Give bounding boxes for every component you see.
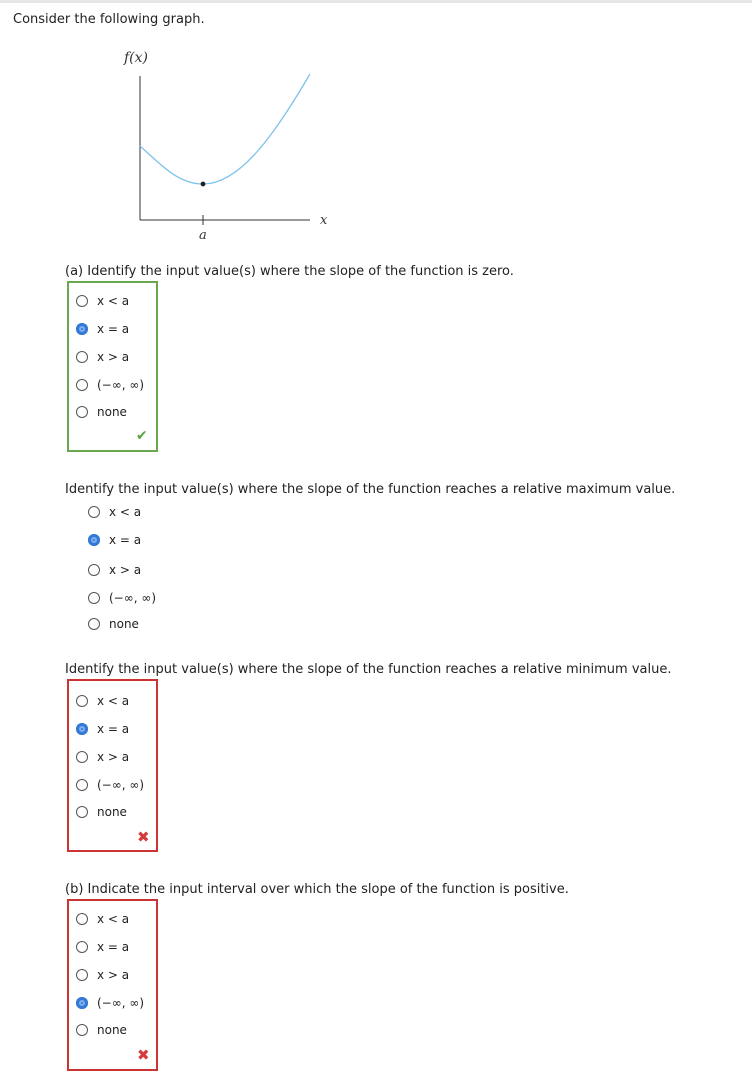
option-label: x > a — [97, 750, 130, 764]
radio-unselected-icon[interactable] — [76, 779, 88, 791]
radio-unselected-icon[interactable] — [88, 618, 100, 630]
option-label: x < a — [97, 912, 130, 926]
option-label: (−∞, ∞) — [97, 378, 145, 392]
q1-option-1[interactable] — [76, 291, 129, 311]
function-graph — [110, 44, 340, 244]
option-label: x > a — [97, 968, 130, 982]
option-label: x = a — [109, 533, 142, 547]
radio-unselected-icon[interactable] — [88, 592, 100, 604]
function-curve — [140, 74, 310, 184]
q4-option-2[interactable] — [76, 937, 129, 957]
option-label: none — [97, 405, 127, 419]
option-label: (−∞, ∞) — [97, 778, 145, 792]
question-min-prompt: Identify the input value(s) where the slope of the function reaches a relative minimum value. — [65, 662, 672, 677]
option-label: x = a — [97, 722, 130, 736]
minimum-point — [201, 182, 206, 187]
radio-selected-icon[interactable] — [76, 323, 88, 335]
q1-option-5[interactable] — [76, 402, 127, 422]
q2-option-5[interactable] — [88, 614, 139, 634]
option-label: none — [97, 1023, 127, 1037]
q4-option-3[interactable] — [76, 965, 129, 985]
q1-option-4[interactable] — [76, 375, 144, 395]
radio-unselected-icon[interactable] — [76, 406, 88, 418]
q3-option-3[interactable] — [76, 747, 129, 767]
radio-unselected-icon[interactable] — [88, 506, 100, 518]
q2-option-1[interactable] — [88, 502, 141, 522]
radio-unselected-icon[interactable] — [76, 913, 88, 925]
option-label: none — [109, 617, 139, 631]
question-b-prompt: (b) Indicate the input interval over which the slope of the function is positive. — [65, 882, 569, 897]
radio-unselected-icon[interactable] — [88, 564, 100, 576]
option-label: none — [97, 805, 127, 819]
fx-label: f(x) — [124, 50, 149, 66]
radio-unselected-icon[interactable] — [76, 806, 88, 818]
q2-option-2[interactable] — [88, 530, 141, 550]
option-label: x < a — [109, 505, 142, 519]
q4-option-1[interactable] — [76, 909, 129, 929]
q1-option-2[interactable] — [76, 319, 129, 339]
incorrect-x-icon: ✖ — [137, 1046, 150, 1064]
radio-unselected-icon[interactable] — [76, 695, 88, 707]
q3-option-5[interactable] — [76, 802, 127, 822]
option-label: (−∞, ∞) — [97, 996, 145, 1010]
radio-unselected-icon[interactable] — [76, 751, 88, 763]
radio-selected-icon[interactable] — [76, 997, 88, 1009]
radio-unselected-icon[interactable] — [76, 969, 88, 981]
option-label: (−∞, ∞) — [109, 591, 157, 605]
question-max-prompt: Identify the input value(s) where the slope of the function reaches a relative maximum value. — [65, 482, 676, 497]
q3-option-1[interactable] — [76, 691, 129, 711]
question-a-prompt: (a) Identify the input value(s) where the slope of the function is zero. — [65, 264, 514, 279]
option-label: x > a — [97, 350, 130, 364]
incorrect-x-icon: ✖ — [137, 828, 150, 846]
option-label: x > a — [109, 563, 142, 577]
radio-unselected-icon[interactable] — [76, 351, 88, 363]
radio-unselected-icon[interactable] — [76, 379, 88, 391]
correct-check-icon: ✔ — [136, 428, 148, 444]
option-label: x = a — [97, 322, 130, 336]
q1-option-3[interactable] — [76, 347, 129, 367]
q4-option-5[interactable] — [76, 1020, 127, 1040]
a-label: a — [199, 228, 207, 243]
radio-unselected-icon[interactable] — [76, 941, 88, 953]
radio-unselected-icon[interactable] — [76, 295, 88, 307]
radio-selected-icon[interactable] — [88, 534, 100, 546]
option-label: x = a — [97, 940, 130, 954]
q4-option-4[interactable] — [76, 993, 144, 1013]
q3-option-2[interactable] — [76, 719, 129, 739]
option-label: x < a — [97, 294, 130, 308]
radio-unselected-icon[interactable] — [76, 1024, 88, 1036]
radio-selected-icon[interactable] — [76, 723, 88, 735]
option-label: x < a — [97, 694, 130, 708]
x-axis-label: x — [320, 213, 328, 228]
intro-text: Consider the following graph. — [13, 12, 205, 27]
q3-option-4[interactable] — [76, 775, 144, 795]
q2-option-3[interactable] — [88, 560, 141, 580]
top-divider — [0, 0, 752, 3]
q2-option-4[interactable] — [88, 588, 156, 608]
